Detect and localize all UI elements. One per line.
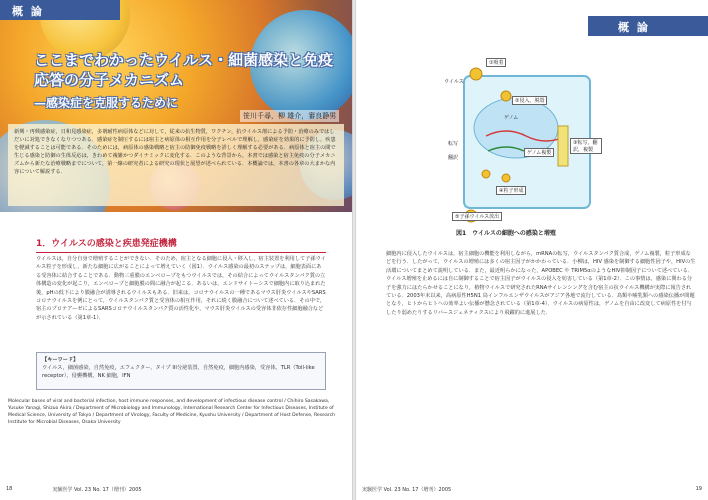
abstract: 新興・再興感染症，日和見感染症，多剤耐性病原体などに対して，従来の抗生物質，ワクチン，抗ウイルス剤による予防・治療のみではしだいに対処できなくなりつつある．感染症を制圧するには宿主と病原体の相互作用を分子レベルで理解し，感染症を効果的に予防し，疾患を軽減することは可能である．そのためには，病原体の感染戦略と宿主の防御免疫戦略を詳しく理解する必要がある．病原体と宿主の間で生じる感染と防御の生体反応は，きわめて複雑かつダイナミックに変化する．このような背景から，本書では感染と宿主免疫の分子メカニズムから新たな治療戦略までについて，第一線の研究者による研究の現状と展望が述べられている．本概論では，本書の各章の大まかな内容について解説する． — [8, 124, 344, 206]
figure-label: ②侵入，脱殻 — [512, 96, 547, 105]
keywords-heading: 【キーワード】 — [42, 357, 79, 363]
article-subtitle: —感染症を克服するために — [34, 96, 179, 110]
figure-label: ③転写，翻訳，複製 — [570, 138, 602, 154]
article-title: ここまでわかったウイルス・細菌感染と免疫応答の分子メカニズム — [34, 51, 334, 89]
figure-label: 翻訳 — [448, 155, 459, 161]
right-page — [356, 0, 708, 500]
left-page — [0, 0, 352, 500]
volume-info: Vol. 23 No. 17（増刊）2005 — [383, 487, 452, 493]
figure-label: 転写 — [448, 141, 459, 147]
figure-label: ①吸着 — [486, 58, 506, 67]
page-footer — [362, 486, 702, 493]
body-text: ウイルスは，自分自身で増殖することができない．そのため，宿主となる細胞に侵入・移入し，宿主装置を利用して子孫ウイルス粒子を形成し，新たな細胞に広がることによって増えていく（図1）．ウイルス感染の最初のステップは，細胞表面にある受容体に結合することである．動物三重膜のエンベロープをもつウイルスでは，その結合によってウイルスタンパク質の立体構造の変化が起こり，エンベロープと細胞膜の間に融合が起こる．あるいは，エンドサイトーシスで細胞内に取り込まれた後，pHの低下により膜融合が誘導されるウイルスもある．旧来は，コロナウイルスの一種であるマウス肝炎ウイルスやSARSコロナウイルスを例にとって，ウイルスタンパク質と受容体の相互作用，それに続く膜融合について述べている．その中で，宿主のプロテアーゼによるSARSコロナウイルスタンパク質の活性化や，マウス肝炎ウイルスの受容体非依存性細胞融合などが示されている（第1章-1）． — [36, 256, 326, 321]
page-number: 18 — [6, 486, 13, 492]
page-number: 19 — [695, 486, 702, 492]
journal-name: 実験医学 — [362, 487, 383, 493]
hero-image — [0, 0, 352, 212]
figure-label: ⑤子孫ウイルス放出 — [452, 212, 502, 221]
figure-1 — [446, 56, 606, 226]
figure-label: ウイルス — [444, 79, 464, 85]
section-heading: 1．ウイルスの感染と疾患発症機構 — [36, 236, 326, 253]
page-footer — [6, 486, 346, 493]
body-text: 細胞内に侵入したウイルスは，宿主細胞の機能を利用しながら，mRNAの転写，ウイルスタンパク質合成，ゲノム複製，粒子形成などを行う．したがって，ウイルスの増殖には多くの宿主因子がかかわっている．小柳は，HIV 感染を制御する細胞性因子や，HIVの生活環についてまとめて説明している．また，最近明らかになった，APOBEC や TRIM5αのようなHIV抑制因子について述べている．ウイルス増殖を止めるには自に制御することで宿主因子がウイルスの侵入を妨害している（第1章-2）．この事情は，感染に関わる分子を強力にはたらかせることになり，植物ウイルスで研究されたRNAサイレンシングを含む宿主の抗ウイルス機構が実際に報告されている．2003年末以来，高病原性H5N1 鳥インフルエンザウイルスがアジア各地で流行している．鳥類や哺乳類への感染伝播が問題となり，ヒトからヒトへの効率よい伝播が懸念されている（第1章-4）．ウイルスの病原性は，ゲノムを自由に改変して病原性を付与したり弱めたりするリバースジェネティクスにより飛躍的に進展した． — [386, 251, 696, 316]
figure-label: ゲノム — [504, 115, 519, 121]
section-tag: 概 論 — [588, 16, 708, 36]
footnote: Molecular bases of viral and bacterial infection, host immune responses, and development of infectious disease control / Chihiro Sasakawa, Yusuke Yanagi, Shizuo Akira / Department of Microbiology and Immunology, International Research Center for Infectious Diseases, Institute of Medical Science, University of Tokyo / Department of Virology, Faculty of Medicine, Kyushu University / Department of Host Defense, Research Institute for Microbial Diseases, Osaka University — [8, 399, 336, 425]
keywords-list: ウイルス，細菌感染，自然免疫，エフェクター，タイプ III分泌装置，自然免疫，細胞内感染，受容体，TLR（Toll-like receptor），侵襲機構，NK 細胞，IFN — [42, 365, 315, 379]
section-tag: 概 論 — [0, 0, 120, 20]
authors: 笹川千尋，柳 雄介，審良静男 — [240, 110, 339, 122]
figure-caption: 図1 ウイルスの細胞への感染と増殖 — [456, 230, 556, 237]
journal-name: 実験医学 — [52, 487, 73, 493]
keywords-box — [36, 352, 326, 390]
volume-info: Vol. 23 No. 17（増刊）2005 — [73, 487, 142, 493]
figure-label: ④粒子形成 — [496, 186, 526, 195]
figure-label: ゲノム複製 — [524, 148, 554, 157]
